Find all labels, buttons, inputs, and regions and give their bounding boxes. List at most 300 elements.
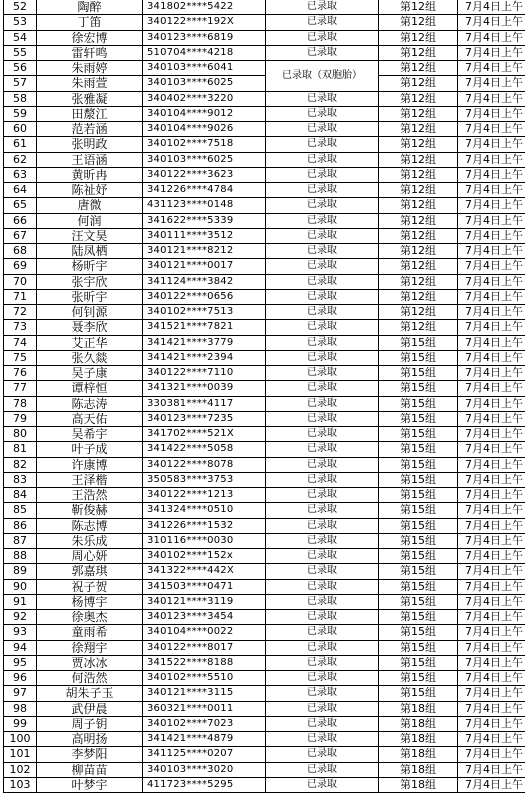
admission-status-cell: 已录取 <box>266 716 379 731</box>
name-cell: 徐奥杰 <box>37 610 143 625</box>
table-row <box>4 427 525 442</box>
time-cell: 7月4日上午 <box>458 610 525 625</box>
id-number-cell: 340122****8078 <box>143 457 266 472</box>
admission-table <box>3 0 525 793</box>
group-cell: 第15组 <box>379 335 458 350</box>
id-number-cell: 360321****0011 <box>143 701 266 716</box>
row-number-cell: 90 <box>4 579 37 594</box>
row-number-cell: 96 <box>4 671 37 686</box>
admission-status-cell: 已录取 <box>266 472 379 487</box>
group-cell: 第18组 <box>379 747 458 762</box>
group-cell: 第15组 <box>379 503 458 518</box>
id-number-cell: 341522****8188 <box>143 655 266 670</box>
admission-status-cell: 已录取 <box>266 564 379 579</box>
table-row <box>4 579 525 594</box>
table-row <box>4 411 525 426</box>
name-cell: 许康博 <box>37 457 143 472</box>
name-cell: 朱雨萱 <box>37 76 143 91</box>
group-cell: 第15组 <box>379 686 458 701</box>
id-number-cell: 340402****3220 <box>143 91 266 106</box>
group-cell: 第15组 <box>379 640 458 655</box>
name-cell: 陈志涛 <box>37 396 143 411</box>
admission-status-cell: 已录取 <box>266 671 379 686</box>
group-cell: 第18组 <box>379 762 458 777</box>
id-number-cell: 340121****8212 <box>143 244 266 259</box>
time-cell: 7月4日上午 <box>458 762 525 777</box>
id-number-cell: 340111****3512 <box>143 228 266 243</box>
time-cell: 7月4日上午 <box>458 30 525 45</box>
admission-status-cell: 已录取 <box>266 274 379 289</box>
admission-status-cell: 已录取 <box>266 213 379 228</box>
table-row <box>4 137 525 152</box>
name-cell: 张宇欣 <box>37 274 143 289</box>
row-number-cell: 97 <box>4 686 37 701</box>
group-cell: 第12组 <box>379 106 458 121</box>
time-cell: 7月4日上午 <box>458 213 525 228</box>
id-number-cell: 310116****0030 <box>143 533 266 548</box>
id-number-cell: 341226****4784 <box>143 183 266 198</box>
admission-status-cell: 已录取 <box>266 640 379 655</box>
group-cell: 第18组 <box>379 732 458 747</box>
admission-status-cell: 已录取 <box>266 427 379 442</box>
id-number-cell: 340121****3115 <box>143 686 266 701</box>
table-row <box>4 396 525 411</box>
admission-status-cell: 已录取 <box>266 396 379 411</box>
table-row <box>4 274 525 289</box>
row-number-cell: 60 <box>4 122 37 137</box>
table-row <box>4 686 525 701</box>
row-number-cell: 101 <box>4 747 37 762</box>
row-number-cell: 62 <box>4 152 37 167</box>
time-cell: 7月4日上午 <box>458 625 525 640</box>
time-cell: 7月4日上午 <box>458 427 525 442</box>
group-cell: 第15组 <box>379 625 458 640</box>
name-cell: 高明扬 <box>37 732 143 747</box>
name-cell: 贾冰冰 <box>37 655 143 670</box>
table-row <box>4 61 525 76</box>
row-number-cell: 83 <box>4 472 37 487</box>
name-cell: 何浩然 <box>37 671 143 686</box>
row-number-cell: 82 <box>4 457 37 472</box>
row-number-cell: 66 <box>4 213 37 228</box>
name-cell: 张久燚 <box>37 350 143 365</box>
group-cell: 第15组 <box>379 610 458 625</box>
time-cell: 7月4日上午 <box>458 503 525 518</box>
id-number-cell: 350583****3753 <box>143 472 266 487</box>
admission-status-cell: 已录取 <box>266 503 379 518</box>
row-number-cell: 80 <box>4 427 37 442</box>
name-cell: 高天佑 <box>37 411 143 426</box>
name-cell: 陈祉妤 <box>37 183 143 198</box>
table-row <box>4 183 525 198</box>
group-cell: 第12组 <box>379 274 458 289</box>
admission-status-cell: 已录取 <box>266 350 379 365</box>
table-row <box>4 0 525 15</box>
time-cell: 7月4日上午 <box>458 732 525 747</box>
group-cell: 第12组 <box>379 320 458 335</box>
table-body <box>4 0 525 793</box>
table-row <box>4 381 525 396</box>
group-cell: 第15组 <box>379 655 458 670</box>
row-number-cell: 84 <box>4 488 37 503</box>
time-cell: 7月4日上午 <box>458 61 525 76</box>
row-number-cell: 76 <box>4 366 37 381</box>
time-cell: 7月4日上午 <box>458 167 525 182</box>
name-cell: 陈志博 <box>37 518 143 533</box>
group-cell: 第12组 <box>379 76 458 91</box>
admission-status-cell: 已录取 <box>266 167 379 182</box>
id-number-cell: 340122****1213 <box>143 488 266 503</box>
table-row <box>4 228 525 243</box>
id-number-cell: 340122****3623 <box>143 167 266 182</box>
name-cell: 王浩然 <box>37 488 143 503</box>
group-cell: 第12组 <box>379 137 458 152</box>
time-cell: 7月4日上午 <box>458 533 525 548</box>
table-row <box>4 350 525 365</box>
admission-status-cell: 已录取 <box>266 732 379 747</box>
time-cell: 7月4日上午 <box>458 579 525 594</box>
admission-status-cell: 已录取 <box>266 457 379 472</box>
row-number-cell: 57 <box>4 76 37 91</box>
time-cell: 7月4日上午 <box>458 305 525 320</box>
name-cell: 徐宏博 <box>37 30 143 45</box>
id-number-cell: 341421****4879 <box>143 732 266 747</box>
group-cell: 第15组 <box>379 594 458 609</box>
name-cell: 胡朱子玉 <box>37 686 143 701</box>
id-number-cell: 340104****9012 <box>143 106 266 121</box>
admission-status-cell: 已录取 <box>266 518 379 533</box>
name-cell: 徐翔宇 <box>37 640 143 655</box>
admission-status-cell: 已录取 <box>266 259 379 274</box>
id-number-cell: 341321****0039 <box>143 381 266 396</box>
row-number-cell: 55 <box>4 45 37 60</box>
name-cell: 陆凤栖 <box>37 244 143 259</box>
table-row <box>4 777 525 792</box>
row-number-cell: 95 <box>4 655 37 670</box>
id-number-cell: 340122****192X <box>143 15 266 30</box>
group-cell: 第12组 <box>379 213 458 228</box>
group-cell: 第15组 <box>379 549 458 564</box>
admission-status-cell: 已录取 <box>266 15 379 30</box>
name-cell: 丁笛 <box>37 15 143 30</box>
admission-status-cell: 已录取 <box>266 289 379 304</box>
name-cell: 谭梓恒 <box>37 381 143 396</box>
table-row <box>4 716 525 731</box>
admission-status-cell: 已录取 <box>266 610 379 625</box>
group-cell: 第12组 <box>379 167 458 182</box>
row-number-cell: 102 <box>4 762 37 777</box>
group-cell: 第15组 <box>379 472 458 487</box>
row-number-cell: 78 <box>4 396 37 411</box>
id-number-cell: 510704****4218 <box>143 45 266 60</box>
row-number-cell: 52 <box>4 0 37 15</box>
time-cell: 7月4日上午 <box>458 549 525 564</box>
table-row <box>4 167 525 182</box>
row-number-cell: 92 <box>4 610 37 625</box>
id-number-cell: 340102****7513 <box>143 305 266 320</box>
admission-status-cell: 已录取 <box>266 411 379 426</box>
id-number-cell: 341421****2394 <box>143 350 266 365</box>
time-cell: 7月4日上午 <box>458 274 525 289</box>
group-cell: 第12组 <box>379 289 458 304</box>
admission-status-cell: 已录取 <box>266 30 379 45</box>
row-number-cell: 74 <box>4 335 37 350</box>
admission-status-cell: 已录取 <box>266 655 379 670</box>
table-row <box>4 488 525 503</box>
row-number-cell: 89 <box>4 564 37 579</box>
row-number-cell: 63 <box>4 167 37 182</box>
group-cell: 第12组 <box>379 228 458 243</box>
admission-status-cell: 已录取 <box>266 244 379 259</box>
table-row <box>4 335 525 350</box>
admission-status-cell: 已录取 <box>266 122 379 137</box>
admission-status-cell: 已录取 <box>266 320 379 335</box>
time-cell: 7月4日上午 <box>458 259 525 274</box>
time-cell: 7月4日上午 <box>458 640 525 655</box>
id-number-cell: 340102****152x <box>143 549 266 564</box>
id-number-cell: 340104****0022 <box>143 625 266 640</box>
admission-status-cell: 已录取 <box>266 549 379 564</box>
time-cell: 7月4日上午 <box>458 655 525 670</box>
row-number-cell: 68 <box>4 244 37 259</box>
admission-status-cell: 已录取 <box>266 335 379 350</box>
id-number-cell: 340122****0656 <box>143 289 266 304</box>
name-cell: 陶醉 <box>37 0 143 15</box>
time-cell: 7月4日上午 <box>458 457 525 472</box>
table-row <box>4 671 525 686</box>
group-cell: 第12组 <box>379 30 458 45</box>
time-cell: 7月4日上午 <box>458 137 525 152</box>
name-cell: 田漦江 <box>37 106 143 121</box>
row-number-cell: 69 <box>4 259 37 274</box>
time-cell: 7月4日上午 <box>458 671 525 686</box>
id-number-cell: 341521****7821 <box>143 320 266 335</box>
time-cell: 7月4日上午 <box>458 198 525 213</box>
name-cell: 朱雨婷 <box>37 61 143 76</box>
group-cell: 第12组 <box>379 183 458 198</box>
name-cell: 王泽楷 <box>37 472 143 487</box>
id-number-cell: 340122****7110 <box>143 366 266 381</box>
table-row <box>4 244 525 259</box>
id-number-cell: 340123****6819 <box>143 30 266 45</box>
group-cell: 第15组 <box>379 396 458 411</box>
admission-status-cell: 已录取 <box>266 91 379 106</box>
table-row <box>4 732 525 747</box>
id-number-cell: 340103****6025 <box>143 76 266 91</box>
group-cell: 第18组 <box>379 777 458 792</box>
admission-status-cell: 已录取 <box>266 488 379 503</box>
id-number-cell: 340104****9026 <box>143 122 266 137</box>
name-cell: 唐微 <box>37 198 143 213</box>
table-row <box>4 122 525 137</box>
id-number-cell: 340102****5510 <box>143 671 266 686</box>
name-cell: 武伊晨 <box>37 701 143 716</box>
time-cell: 7月4日上午 <box>458 442 525 457</box>
row-number-cell: 53 <box>4 15 37 30</box>
group-cell: 第15组 <box>379 427 458 442</box>
time-cell: 7月4日上午 <box>458 228 525 243</box>
time-cell: 7月4日上午 <box>458 0 525 15</box>
row-number-cell: 93 <box>4 625 37 640</box>
admission-status-cell: 已录取 <box>266 594 379 609</box>
table-row <box>4 259 525 274</box>
admission-status-cell: 已录取 <box>266 305 379 320</box>
id-number-cell: 340103****6025 <box>143 152 266 167</box>
group-cell: 第15组 <box>379 442 458 457</box>
id-number-cell: 341226****1532 <box>143 518 266 533</box>
time-cell: 7月4日上午 <box>458 564 525 579</box>
admission-status-cell: 已录取 <box>266 137 379 152</box>
group-cell: 第15组 <box>379 350 458 365</box>
time-cell: 7月4日上午 <box>458 183 525 198</box>
time-cell: 7月4日上午 <box>458 244 525 259</box>
id-number-cell: 341702****521X <box>143 427 266 442</box>
name-cell: 周子钥 <box>37 716 143 731</box>
time-cell: 7月4日上午 <box>458 366 525 381</box>
group-cell: 第15组 <box>379 533 458 548</box>
id-number-cell: 341422****5058 <box>143 442 266 457</box>
name-cell: 吴希宇 <box>37 427 143 442</box>
group-cell: 第15组 <box>379 671 458 686</box>
table-row <box>4 106 525 121</box>
row-number-cell: 81 <box>4 442 37 457</box>
table-row <box>4 503 525 518</box>
row-number-cell: 91 <box>4 594 37 609</box>
admission-status-cell: 已录取 <box>266 152 379 167</box>
admission-status-cell: 已录取 <box>266 762 379 777</box>
name-cell: 郭嘉琪 <box>37 564 143 579</box>
time-cell: 7月4日上午 <box>458 91 525 106</box>
group-cell: 第15组 <box>379 457 458 472</box>
admission-status-cell: 已录取 <box>266 625 379 640</box>
table-row <box>4 747 525 762</box>
name-cell: 李梦阳 <box>37 747 143 762</box>
name-cell: 童雨希 <box>37 625 143 640</box>
time-cell: 7月4日上午 <box>458 350 525 365</box>
group-cell: 第12组 <box>379 15 458 30</box>
row-number-cell: 86 <box>4 518 37 533</box>
group-cell: 第12组 <box>379 244 458 259</box>
row-number-cell: 64 <box>4 183 37 198</box>
id-number-cell: 341322****442X <box>143 564 266 579</box>
id-number-cell: 341503****0471 <box>143 579 266 594</box>
row-number-cell: 103 <box>4 777 37 792</box>
table-row <box>4 472 525 487</box>
group-cell: 第15组 <box>379 381 458 396</box>
table-row <box>4 45 525 60</box>
time-cell: 7月4日上午 <box>458 747 525 762</box>
id-number-cell: 411723****5295 <box>143 777 266 792</box>
time-cell: 7月4日上午 <box>458 686 525 701</box>
name-cell: 祝子贺 <box>37 579 143 594</box>
name-cell: 汪文昊 <box>37 228 143 243</box>
table-row <box>4 564 525 579</box>
row-number-cell: 71 <box>4 289 37 304</box>
time-cell: 7月4日上午 <box>458 335 525 350</box>
time-cell: 7月4日上午 <box>458 106 525 121</box>
group-cell: 第12组 <box>379 91 458 106</box>
group-cell: 第18组 <box>379 716 458 731</box>
group-cell: 第12组 <box>379 152 458 167</box>
id-number-cell: 340102****7518 <box>143 137 266 152</box>
name-cell: 艾正华 <box>37 335 143 350</box>
admission-status-cell: 已录取 <box>266 533 379 548</box>
name-cell: 靳俊赫 <box>37 503 143 518</box>
group-cell: 第15组 <box>379 518 458 533</box>
admission-status-cell: 已录取（双胞胎） <box>266 61 379 92</box>
table-row <box>4 76 525 91</box>
group-cell: 第15组 <box>379 579 458 594</box>
id-number-cell: 341124****3842 <box>143 274 266 289</box>
id-number-cell: 340122****8017 <box>143 640 266 655</box>
row-number-cell: 73 <box>4 320 37 335</box>
name-cell: 朱乐成 <box>37 533 143 548</box>
table-row <box>4 518 525 533</box>
name-cell: 张雅凝 <box>37 91 143 106</box>
group-cell: 第12组 <box>379 305 458 320</box>
table-row <box>4 289 525 304</box>
row-number-cell: 61 <box>4 137 37 152</box>
table-row <box>4 610 525 625</box>
table-row <box>4 549 525 564</box>
row-number-cell: 72 <box>4 305 37 320</box>
time-cell: 7月4日上午 <box>458 411 525 426</box>
id-number-cell: 431123****0148 <box>143 198 266 213</box>
time-cell: 7月4日上午 <box>458 396 525 411</box>
row-number-cell: 67 <box>4 228 37 243</box>
id-number-cell: 340103****6041 <box>143 61 266 76</box>
time-cell: 7月4日上午 <box>458 76 525 91</box>
id-number-cell: 340123****7235 <box>143 411 266 426</box>
table-row <box>4 457 525 472</box>
table-row <box>4 152 525 167</box>
name-cell: 张昕宇 <box>37 289 143 304</box>
name-cell: 杨昕宇 <box>37 259 143 274</box>
id-number-cell: 340123****3454 <box>143 610 266 625</box>
row-number-cell: 79 <box>4 411 37 426</box>
row-number-cell: 56 <box>4 61 37 76</box>
time-cell: 7月4日上午 <box>458 777 525 792</box>
id-number-cell: 340103****3020 <box>143 762 266 777</box>
admission-status-cell: 已录取 <box>266 0 379 15</box>
name-cell: 周心妍 <box>37 549 143 564</box>
time-cell: 7月4日上午 <box>458 594 525 609</box>
name-cell: 范若涵 <box>37 122 143 137</box>
time-cell: 7月4日上午 <box>458 701 525 716</box>
time-cell: 7月4日上午 <box>458 320 525 335</box>
group-cell: 第15组 <box>379 411 458 426</box>
row-number-cell: 65 <box>4 198 37 213</box>
group-cell: 第18组 <box>379 701 458 716</box>
time-cell: 7月4日上午 <box>458 45 525 60</box>
name-cell: 何钊源 <box>37 305 143 320</box>
row-number-cell: 87 <box>4 533 37 548</box>
row-number-cell: 85 <box>4 503 37 518</box>
id-number-cell: 341324****0510 <box>143 503 266 518</box>
group-cell: 第15组 <box>379 366 458 381</box>
table-row <box>4 305 525 320</box>
admission-status-cell: 已录取 <box>266 777 379 792</box>
id-number-cell: 340102****7023 <box>143 716 266 731</box>
time-cell: 7月4日上午 <box>458 15 525 30</box>
name-cell: 雷轩鸣 <box>37 45 143 60</box>
row-number-cell: 88 <box>4 549 37 564</box>
group-cell: 第15组 <box>379 488 458 503</box>
admission-status-cell: 已录取 <box>266 45 379 60</box>
time-cell: 7月4日上午 <box>458 488 525 503</box>
table-row <box>4 594 525 609</box>
table-row <box>4 213 525 228</box>
